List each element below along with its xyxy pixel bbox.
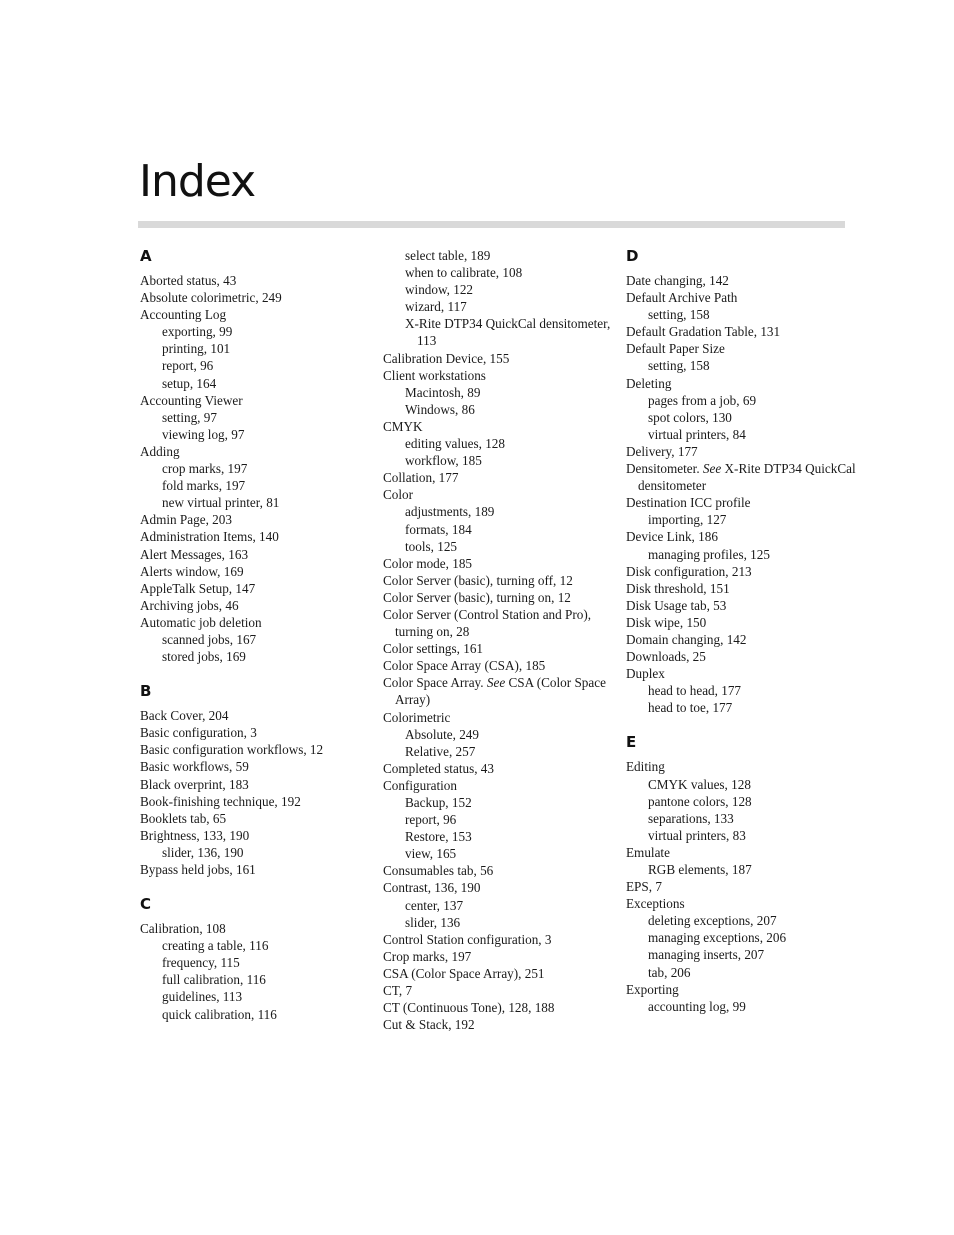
index-entry: CMYK [383,418,423,434]
index-entry: Brightness, 133, 190 [140,827,250,843]
index-entry: Default Gradation Table, 131 [626,324,781,340]
index-entry: Adding [140,443,180,459]
index-entry: Back Cover, 204 [140,708,229,724]
title-rule [138,221,845,228]
index-subentry: report, 96 [162,358,214,374]
index-entry: Basic workflows, 59 [140,759,249,775]
index-entry: Date changing, 142 [626,273,729,288]
index-entry: Archiving jobs, 46 [140,597,239,613]
index-subentry: virtual printers, 83 [648,827,746,843]
index-column-3 [626,247,861,1015]
see-reference: See [486,675,506,691]
index-entry: Contrast, 136, 190 [383,880,481,896]
index-entry: Alerts window, 169 [140,563,244,579]
index-subentry: setting, 158 [648,307,710,323]
index-entry: CT (Continuous Tone), 128, 188 [383,1000,555,1016]
index-subentry: Relative, 257 [405,743,476,759]
index-entry: Control Station configuration, 3 [383,931,552,947]
index-entry: Admin Page, 203 [140,512,232,528]
section-letter: B [140,682,152,701]
index-subentry: Windows, 86 [405,401,475,417]
index-subentry: editing values, 128 [405,436,505,452]
index-entry: Editing [626,759,665,775]
index-subentry: RGB elements, 187 [648,862,752,877]
index-subentry: report, 96 [405,812,457,828]
index-entry: Exporting [626,981,679,997]
index-entry: Alert Messages, 163 [140,546,249,562]
index-subentry: slider, 136, 190 [162,844,244,860]
index-entry: Default Archive Path [626,290,738,306]
index-entry: Disk Usage tab, 53 [626,597,727,613]
index-entry: Calibration Device, 155 [383,350,510,366]
index-subentry: separations, 133 [648,810,734,826]
index-subentry: tools, 125 [405,538,458,554]
index-subentry: quick calibration, 116 [162,1006,277,1022]
index-entry: Black overprint, 183 [140,776,249,792]
index-entry: Absolute colorimetric, 249 [140,290,282,306]
index-subentry: viewing log, 97 [162,426,245,442]
index-subentry: head to toe, 177 [648,700,733,716]
index-subentry: Backup, 152 [405,795,472,810]
index-subentry: Restore, 153 [405,829,472,845]
see-reference: See [702,461,722,477]
index-subentry: adjustments, 189 [405,504,495,520]
index-entry: Calibration, 108 [140,921,226,937]
index-entry: Book-finishing technique, 192 [140,793,301,809]
index-entry: CSA (Color Space Array), 251 [383,965,545,981]
index-entry: Disk wipe, 150 [626,614,707,630]
index-entry: Accounting Viewer [140,392,243,408]
index-subentry: full calibration, 116 [162,972,266,988]
section-letter: E [626,733,637,752]
index-subentry: formats, 184 [405,521,472,537]
index-entry: CT, 7 [383,983,413,999]
index-subentry: tab, 206 [648,964,691,980]
index-entry: Basic configuration workflows, 12 [140,742,324,758]
index-subentry: head to head, 177 [648,683,742,699]
index-column-2 [383,247,618,1033]
index-subentry: virtual printers, 84 [648,426,746,442]
see-target: X-Rite DTP34 QuickCal densitometer [638,461,856,494]
index-subentry: workflow, 185 [405,453,482,469]
index-subentry: stored jobs, 169 [162,649,246,665]
index-entry: Accounting Log [140,307,227,323]
index-subentry: setting, 97 [162,409,217,425]
index-subentry: when to calibrate, 108 [405,265,523,281]
index-entry: Completed status, 43 [383,760,494,776]
index-subentry: setup, 164 [162,375,217,391]
index-entry: Deleting [626,375,672,391]
index-entry: Color Server (Control Station and Pro), turning on, 28 [383,606,592,640]
index-subentry: wizard, 117 [405,299,467,315]
index-subentry: setting, 158 [648,358,710,374]
index-subentry: select table, 189 [405,248,491,263]
index-entry: Client workstations [383,367,486,383]
index-subentry: center, 137 [405,897,464,913]
index-subentry: deleting exceptions, 207 [648,913,777,929]
index-subentry: guidelines, 113 [162,989,243,1005]
entry-term: Densitometer. [626,461,703,477]
index-subentry: importing, 127 [648,512,727,528]
index-entry: Disk threshold, 151 [626,580,730,596]
index-subentry: CMYK values, 128 [648,776,751,792]
index-subentry: view, 165 [405,846,457,862]
index-entry: Configuration [383,777,457,793]
index-entry: Device Link, 186 [626,529,718,545]
index-subentry: X-Rite DTP34 QuickCal densitometer, 113 [405,316,611,349]
index-entry: Disk configuration, 213 [626,563,752,579]
index-entry: Booklets tab, 65 [140,810,227,826]
index-entry: Bypass held jobs, 161 [140,862,256,877]
index-subentry: frequency, 115 [162,955,240,971]
index-entry: Administration Items, 140 [140,529,279,545]
index-subentry: new virtual printer, 81 [162,495,280,511]
index-entry: Consumables tab, 56 [383,863,494,879]
index-entry: Exceptions [626,896,685,912]
index-subentry: Macintosh, 89 [405,384,481,400]
index-entry: Automatic job deletion [140,614,262,630]
index-entry: Color mode, 185 [383,555,473,571]
index-subentry: pages from a job, 69 [648,392,757,408]
index-subentry: scanned jobs, 167 [162,631,257,647]
index-subentry: exporting, 99 [162,324,233,340]
index-subentry: fold marks, 197 [162,478,246,494]
index-subentry: slider, 136 [405,914,461,930]
index-subentry: managing exceptions, 206 [648,930,787,946]
index-subentry: managing inserts, 207 [648,947,765,963]
index-entry: Delivery, 177 [626,443,698,459]
index-subentry: pantone colors, 128 [648,793,752,809]
index-subentry: printing, 101 [162,341,231,357]
index-entry: Color settings, 161 [383,641,484,657]
section-letter: D [626,247,639,265]
index-entry: Color Server (basic), turning off, 12 [383,572,573,588]
index-subentry: managing profiles, 125 [648,546,770,562]
index-entry: Default Paper Size [626,341,725,357]
index-entry: Color Server (basic), turning on, 12 [383,589,571,605]
index-column-1 [140,247,375,1023]
index-entry: AppleTalk Setup, 147 [140,580,256,596]
index-subentry: crop marks, 197 [162,461,248,477]
index-entry: Emulate [626,844,670,860]
index-subentry: Absolute, 249 [405,726,479,742]
see-target: CSA (Color Space Array) [395,675,606,708]
index-subentry: spot colors, 130 [648,409,732,425]
index-entry: EPS, 7 [626,879,662,895]
entry-term: Color Space Array. [383,675,487,691]
index-entry-see [383,674,618,708]
index-entry: Cut & Stack, 192 [383,1017,475,1033]
index-entry: Domain changing, 142 [626,631,747,647]
index-entry: Collation, 177 [383,470,459,486]
section-letter: C [140,895,152,914]
index-entry: Basic configuration, 3 [140,725,257,741]
index-subentry: window, 122 [405,282,474,298]
page-title: Index [139,156,256,207]
section-letter: A [140,247,152,265]
index-entry: Aborted status, 43 [140,273,237,288]
index-entry: Destination ICC profile [626,495,751,511]
index-entry: Downloads, 25 [626,649,706,665]
index-entry: Duplex [626,666,665,682]
index-subentry: accounting log, 99 [648,998,746,1014]
index-entry: Colorimetric [383,709,451,725]
index-entry: Color [383,487,414,503]
index-entry: Crop marks, 197 [383,948,472,964]
index-subentry: creating a table, 116 [162,938,269,954]
index-entry: Color Space Array (CSA), 185 [383,658,546,674]
index-entry-see [626,460,861,494]
